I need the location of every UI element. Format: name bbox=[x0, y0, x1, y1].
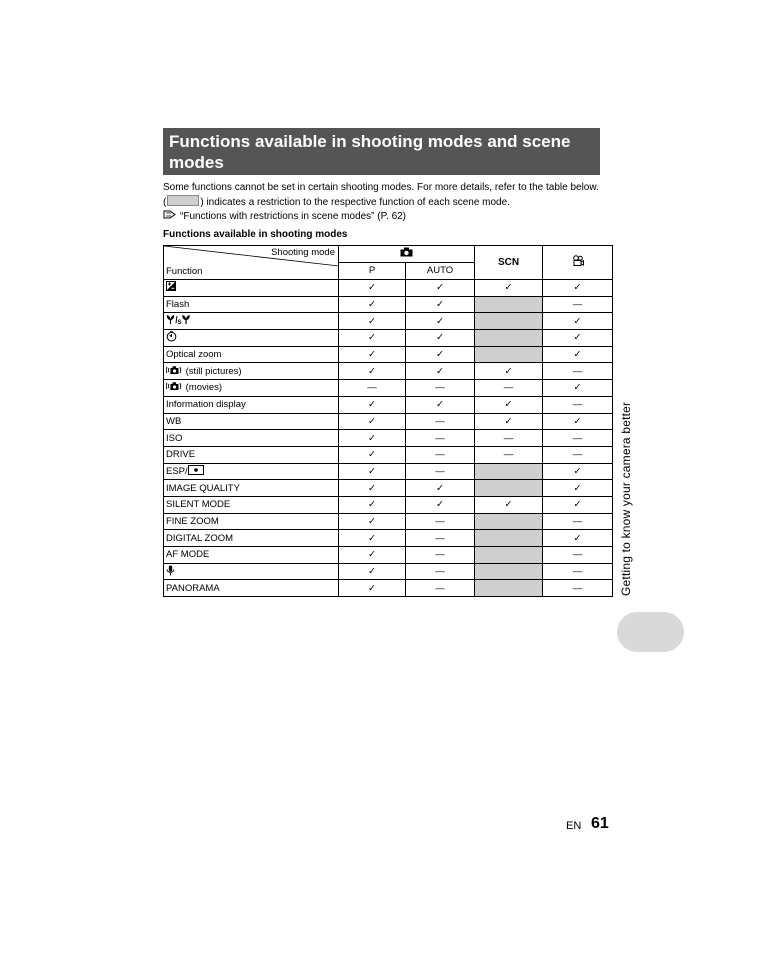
scn-cell: ✓ bbox=[475, 413, 543, 430]
function-cell bbox=[164, 463, 339, 480]
p-cell: ✓ bbox=[339, 330, 406, 347]
auto-cell: ✓ bbox=[406, 313, 475, 330]
p-cell: ✓ bbox=[339, 513, 406, 530]
movie-cell: — bbox=[543, 396, 613, 413]
table-row bbox=[164, 363, 613, 380]
scn-cell bbox=[475, 296, 543, 313]
section-side-label: Getting to know your camera better bbox=[619, 401, 633, 596]
function-cell bbox=[164, 363, 339, 380]
scn-cell bbox=[475, 346, 543, 363]
p-cell: ✓ bbox=[339, 563, 406, 580]
scn-cell: ✓ bbox=[475, 496, 543, 513]
table-row bbox=[164, 296, 613, 313]
page-heading: Functions available in shooting modes and scene modes bbox=[163, 128, 600, 175]
auto-cell: — bbox=[406, 580, 475, 597]
movie-cell: — bbox=[543, 296, 613, 313]
scn-cell bbox=[475, 530, 543, 547]
scn-cell bbox=[475, 313, 543, 330]
p-mode-header: P bbox=[339, 262, 406, 279]
spot-metering-icon bbox=[188, 465, 204, 478]
table-row bbox=[164, 446, 613, 463]
movie-cell: — bbox=[543, 430, 613, 447]
p-cell: ✓ bbox=[339, 530, 406, 547]
movie-cell: ✓ bbox=[543, 346, 613, 363]
p-cell: ✓ bbox=[339, 363, 406, 380]
p-cell: ✓ bbox=[339, 430, 406, 447]
table-row bbox=[164, 530, 613, 547]
p-cell: ✓ bbox=[339, 446, 406, 463]
macro-supermacro-icon bbox=[166, 314, 192, 328]
section-tab bbox=[617, 612, 684, 652]
table-row bbox=[164, 496, 613, 513]
page-reference-icon bbox=[163, 210, 176, 224]
movie-cell: — bbox=[543, 446, 613, 463]
auto-cell: ✓ bbox=[406, 496, 475, 513]
function-cell: DRIVE bbox=[164, 446, 339, 463]
auto-cell: ✓ bbox=[406, 346, 475, 363]
scn-cell bbox=[475, 480, 543, 497]
movie-cell: — bbox=[543, 363, 613, 380]
function-cell bbox=[164, 330, 339, 347]
auto-cell: — bbox=[406, 446, 475, 463]
table-row bbox=[164, 346, 613, 363]
function-cell: FINE ZOOM bbox=[164, 513, 339, 530]
movie-cell: ✓ bbox=[543, 380, 613, 397]
auto-cell: — bbox=[406, 413, 475, 430]
auto-cell: — bbox=[406, 530, 475, 547]
p-cell: ✓ bbox=[339, 547, 406, 564]
p-cell: ✓ bbox=[339, 346, 406, 363]
table-row bbox=[164, 413, 613, 430]
scn-cell: — bbox=[475, 446, 543, 463]
auto-cell: ✓ bbox=[406, 363, 475, 380]
scn-cell: — bbox=[475, 430, 543, 447]
intro-line-2-suffix: ) indicates a restriction to the respective function of each scene mode. bbox=[200, 197, 510, 208]
movie-cell: — bbox=[543, 563, 613, 580]
scn-cell bbox=[475, 580, 543, 597]
movie-mode-header bbox=[543, 246, 613, 280]
header-corner-cell bbox=[164, 246, 339, 280]
movie-cell: — bbox=[543, 580, 613, 597]
table-row bbox=[164, 463, 613, 480]
intro-text bbox=[163, 181, 613, 224]
table-body bbox=[164, 280, 613, 597]
svg-text:S: S bbox=[177, 320, 182, 326]
table-row bbox=[164, 330, 613, 347]
movie-cell: ✓ bbox=[543, 530, 613, 547]
image-stabilization-icon bbox=[166, 381, 183, 394]
movie-cell: — bbox=[543, 547, 613, 564]
function-label: (movies) bbox=[183, 382, 223, 394]
self-timer-icon bbox=[166, 331, 177, 345]
auto-cell: — bbox=[406, 430, 475, 447]
intro-line-2-prefix: ( bbox=[163, 197, 167, 208]
table-row bbox=[164, 563, 613, 580]
table-row bbox=[164, 513, 613, 530]
function-cell: Flash bbox=[164, 296, 339, 313]
functions-table bbox=[163, 245, 613, 597]
page-language: EN bbox=[566, 820, 582, 832]
function-label: Function bbox=[166, 266, 203, 277]
table-row bbox=[164, 396, 613, 413]
auto-cell: ✓ bbox=[406, 330, 475, 347]
function-cell: SILENT MODE bbox=[164, 496, 339, 513]
movie-cell: ✓ bbox=[543, 413, 613, 430]
movie-camera-icon bbox=[572, 255, 584, 270]
p-cell: — bbox=[339, 380, 406, 397]
function-label: (still pictures) bbox=[183, 365, 242, 377]
scn-mode-header bbox=[475, 246, 543, 280]
exposure-compensation-icon bbox=[166, 281, 176, 294]
function-cell: PANORAMA bbox=[164, 580, 339, 597]
function-cell bbox=[164, 563, 339, 580]
intro-line-3[interactable] bbox=[163, 210, 613, 224]
page-number: 61 bbox=[591, 815, 609, 832]
auto-cell: ✓ bbox=[406, 296, 475, 313]
movie-cell: ✓ bbox=[543, 330, 613, 347]
p-cell: ✓ bbox=[339, 580, 406, 597]
intro-line-2 bbox=[163, 195, 613, 210]
function-cell bbox=[164, 313, 339, 330]
table-row bbox=[164, 547, 613, 564]
scn-cell bbox=[475, 330, 543, 347]
function-label: ESP/ bbox=[166, 465, 188, 477]
scn-cell bbox=[475, 513, 543, 530]
function-cell: WB bbox=[164, 413, 339, 430]
scn-cell: ✓ bbox=[475, 280, 543, 297]
function-cell: AF MODE bbox=[164, 547, 339, 564]
auto-mode-header: AUTO bbox=[406, 262, 475, 279]
scn-label: SCN bbox=[497, 257, 520, 268]
function-cell bbox=[164, 280, 339, 297]
header-row-1 bbox=[164, 246, 613, 263]
movie-cell: ✓ bbox=[543, 496, 613, 513]
p-cell: ✓ bbox=[339, 496, 406, 513]
function-cell: Optical zoom bbox=[164, 346, 339, 363]
movie-cell: ✓ bbox=[543, 480, 613, 497]
page-reference-link[interactable]: “Functions with restrictions in scene modes” (P. 62) bbox=[180, 211, 407, 222]
scn-cell: ✓ bbox=[475, 363, 543, 380]
auto-cell: ✓ bbox=[406, 396, 475, 413]
microphone-icon bbox=[166, 565, 175, 579]
auto-cell: — bbox=[406, 563, 475, 580]
p-cell: ✓ bbox=[339, 463, 406, 480]
scn-cell: ✓ bbox=[475, 396, 543, 413]
function-cell: IMAGE QUALITY bbox=[164, 480, 339, 497]
table-row bbox=[164, 380, 613, 397]
camera-mode-header bbox=[339, 246, 475, 263]
table-row bbox=[164, 430, 613, 447]
movie-cell: ✓ bbox=[543, 280, 613, 297]
table-row bbox=[164, 580, 613, 597]
movie-cell: ✓ bbox=[543, 313, 613, 330]
scn-cell: — bbox=[475, 380, 543, 397]
p-cell: ✓ bbox=[339, 313, 406, 330]
p-cell: ✓ bbox=[339, 396, 406, 413]
scn-cell bbox=[475, 547, 543, 564]
table-row bbox=[164, 480, 613, 497]
auto-cell: ✓ bbox=[406, 480, 475, 497]
table-row bbox=[164, 313, 613, 330]
image-stabilization-icon bbox=[166, 365, 183, 378]
auto-cell: — bbox=[406, 547, 475, 564]
p-cell: ✓ bbox=[339, 296, 406, 313]
movie-cell: — bbox=[543, 513, 613, 530]
p-cell: ✓ bbox=[339, 280, 406, 297]
shooting-mode-label: Shooting mode bbox=[271, 247, 335, 258]
scn-cell bbox=[475, 563, 543, 580]
intro-line-1: Some functions cannot be set in certain shooting modes. For more details, refer to the table below. bbox=[163, 182, 599, 193]
auto-cell: — bbox=[406, 463, 475, 480]
auto-cell: — bbox=[406, 513, 475, 530]
p-cell: ✓ bbox=[339, 480, 406, 497]
camera-icon bbox=[400, 247, 413, 260]
auto-cell: — bbox=[406, 380, 475, 397]
function-cell: Information display bbox=[164, 396, 339, 413]
function-cell bbox=[164, 380, 339, 397]
auto-cell: ✓ bbox=[406, 280, 475, 297]
table-row bbox=[164, 280, 613, 297]
movie-cell: ✓ bbox=[543, 463, 613, 480]
table-caption: Functions available in shooting modes bbox=[163, 229, 348, 240]
restriction-swatch bbox=[167, 195, 199, 206]
function-cell: ISO bbox=[164, 430, 339, 447]
function-cell: DIGITAL ZOOM bbox=[164, 530, 339, 547]
scn-cell bbox=[475, 463, 543, 480]
p-cell: ✓ bbox=[339, 413, 406, 430]
